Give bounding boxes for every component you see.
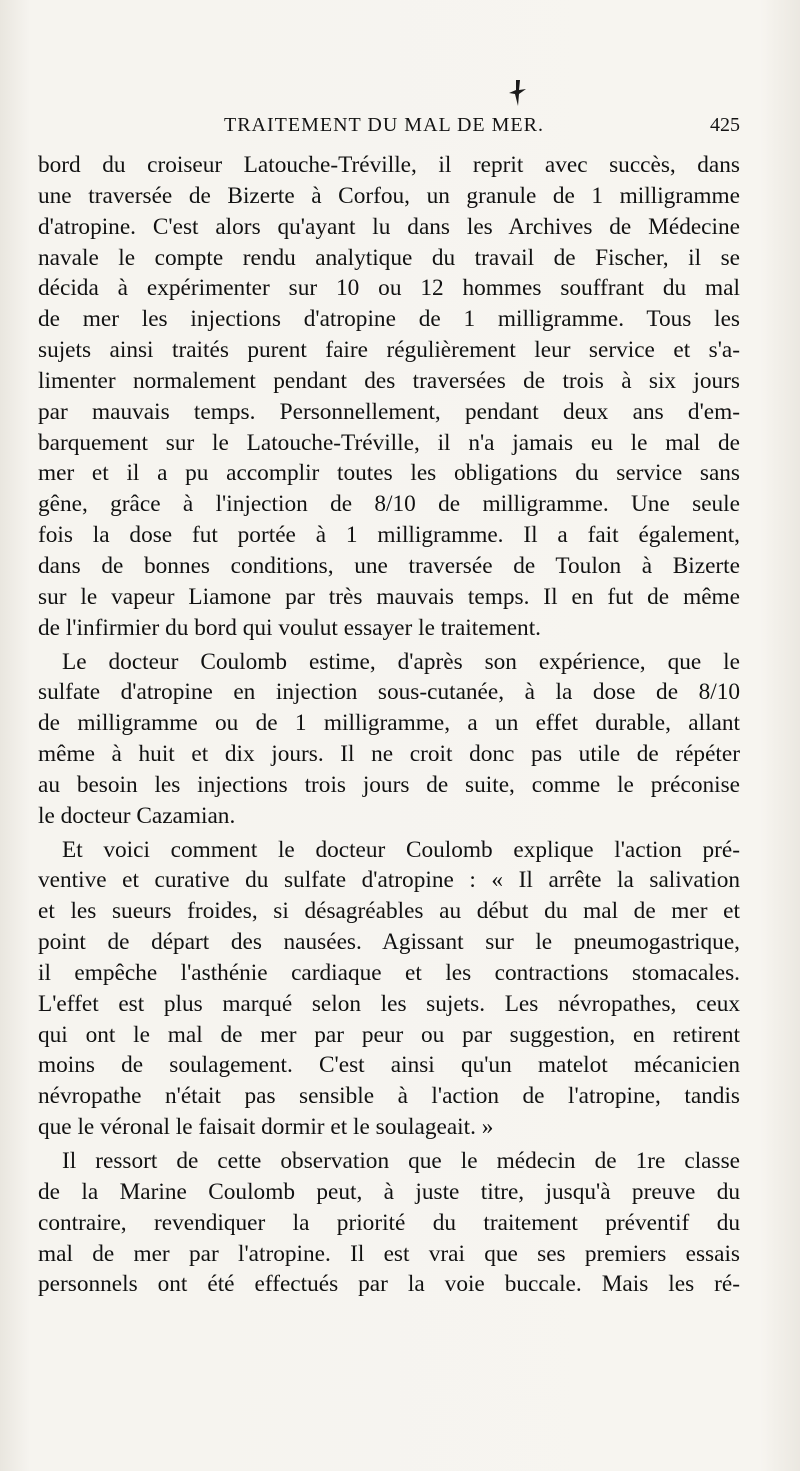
paragraph [38, 647, 740, 832]
text-line: de milligramme ou de 1 milligramme, a un effet durable, allant [38, 710, 740, 737]
running-title: TRAITEMENT DU MAL DE MER. [224, 114, 544, 136]
paragraph [38, 1146, 740, 1300]
text-line: d'atropine. C'est alors qu'ayant lu dans les Archives de Médecine [38, 213, 740, 240]
page-header [40, 114, 740, 144]
text-line: de mer les injections d'atropine de 1 milligramme. Tous les [38, 306, 740, 333]
text-line: Le docteur Coulomb estime, d'après son expérience, que le [62, 648, 740, 675]
body-text [38, 150, 740, 1300]
paragraph [38, 150, 740, 644]
text-line: navale le compte rendu analytique du travail de Fischer, il se [38, 244, 740, 271]
text-line: dans de bonnes conditions, une traversée de Toulon à Bizerte [38, 552, 740, 579]
text-line: ventive et curative du sulfate d'atropine : « Il arrête la salivation [38, 867, 740, 894]
ink-mark-icon [506, 78, 530, 108]
text-line: Il ressort de cette observation que le médecin de 1re classe [62, 1148, 740, 1174]
text-line: sujets ainsi traités purent faire régulièrement leur service et s'a- [38, 337, 740, 364]
paragraph [38, 835, 740, 1143]
text-line: que le véronal le faisait dormir et le soulageait. » [38, 1114, 494, 1141]
text-line: personnels ont été effectués par la voie buccale. Mais les ré- [38, 1271, 740, 1298]
text-line: il empêche l'asthénie cardiaque et les contractions stomacales. [38, 959, 740, 986]
text-line: limenter normalement pendant des traversées de trois à six jours [38, 367, 740, 394]
text-line: le docteur Cazamian. [38, 802, 236, 829]
text-line: point de départ des nausées. Agissant sur le pneumogastrique, [38, 929, 740, 956]
text-line: sur le vapeur Liamone par très mauvais temps. Il en fut de même [38, 583, 740, 610]
text-line: mal de mer par l'atropine. Il est vrai que ses premiers essais [38, 1240, 740, 1267]
text-line: mer et il a pu accomplir toutes les obligations du service sans [38, 460, 740, 487]
text-line: bord du croiseur Latouche-Tréville, il reprit avec succès, dans [38, 152, 740, 178]
text-line: de la Marine Coulomb peut, à juste titre, jusqu'à preuve du [38, 1178, 740, 1205]
text-line: décida à expérimenter sur 10 ou 12 hommes souffrant du mal [38, 275, 740, 302]
text-line: sulfate d'atropine en injection sous-cutanée, à la dose de 8/10 [38, 679, 740, 706]
text-line: contraire, revendiquer la priorité du traitement préventif du [38, 1209, 740, 1236]
text-line: par mauvais temps. Personnellement, pendant deux ans d'em- [38, 398, 740, 425]
text-line: névropathe n'était pas sensible à l'action de l'atropine, tandis [38, 1083, 740, 1110]
text-line: Et voici comment le docteur Coulomb explique l'action pré- [62, 836, 740, 863]
text-line: même à huit et dix jours. Il ne croit donc pas utile de répéter [38, 741, 740, 768]
text-line: fois la dose fut portée à 1 milligramme. Il a fait également, [38, 522, 740, 549]
page-number: 425 [710, 114, 740, 136]
text-line: qui ont le mal de mer par peur ou par suggestion, en retirent [38, 1021, 740, 1048]
text-line: une traversée de Bizerte à Corfou, un granule de 1 milligramme [38, 182, 740, 209]
text-line: gêne, grâce à l'injection de 8/10 de milligramme. Une seule [38, 491, 740, 518]
text-line: moins de soulagement. C'est ainsi qu'un matelot mécanicien [38, 1052, 740, 1079]
text-line: au besoin les injections trois jours de suite, comme le préconise [38, 771, 740, 798]
text-line: barquement sur le Latouche-Tréville, il n'a jamais eu le mal de [38, 429, 740, 456]
text-line: L'effet est plus marqué selon les sujets. Les névropathes, ceux [38, 990, 740, 1017]
text-line: de l'infirmier du bord qui voulut essayer le traitement. [38, 614, 541, 641]
text-line: et les sueurs froides, si désagréables au début du mal de mer et [38, 898, 740, 925]
